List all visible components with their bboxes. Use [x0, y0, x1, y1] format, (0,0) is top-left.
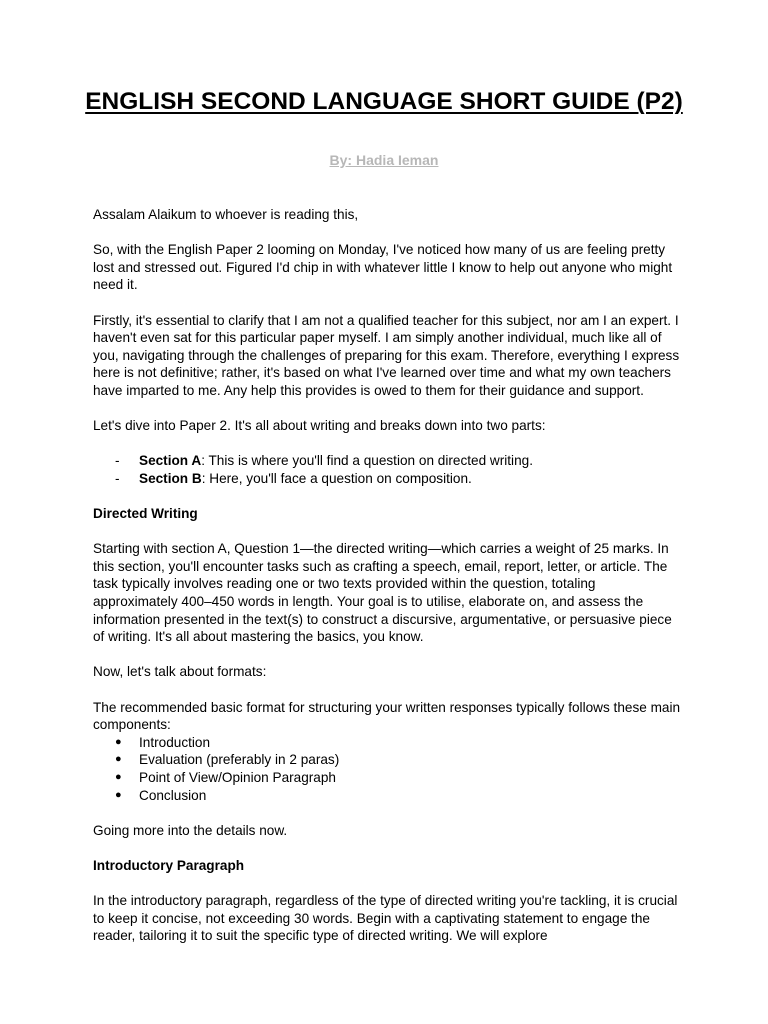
- list-item: [93, 751, 683, 769]
- details-intro: Going more into the details now.: [93, 822, 288, 838]
- bullet-marker: ●: [115, 735, 122, 748]
- section-label: Section B: [139, 470, 202, 486]
- list-item: [93, 452, 683, 470]
- bullet-marker: ●: [115, 753, 122, 766]
- document-body: [93, 206, 683, 945]
- dash-marker: -: [115, 470, 120, 486]
- sections-list: [93, 452, 683, 487]
- directed-writing-paragraph: Starting with section A, Question 1—the directed writing—which carries a weight of 25 marks. In this section, you'll encounter tasks such as crafting a speech, email, report, letter, or article. The task typically involves reading one or two texts provided within the question, totaling approximately 400–450 words in length. Your goal is to utilise, elaborate on, and assess the information presented in the text(s) to construct a discursive, argumentative, or persuasive piece of writing. It's all about mastering the basics, you know.: [93, 541, 672, 645]
- format-description: The recommended basic format for structuring your written responses typically follows these main components:: [93, 699, 681, 733]
- section-description: : Here, you'll face a question on composition.: [201, 470, 472, 486]
- intro-paragraph: So, with the English Paper 2 looming on Monday, I've noticed how many of us are feeling pretty lost and stressed out. Figured I'd chip in with whatever little I know to help out anyone who might need it.: [93, 242, 673, 293]
- author-byline: By: Hadia Ieman: [329, 152, 439, 168]
- section-description: : This is where you'll find a question on directed writing.: [201, 453, 533, 469]
- bullet-marker: ●: [115, 771, 122, 783]
- list-item: [93, 787, 683, 805]
- bullet-marker: ●: [115, 788, 122, 801]
- dash-marker: -: [115, 453, 120, 469]
- list-item: [93, 470, 683, 488]
- list-item: [93, 734, 683, 752]
- greeting-line: Assalam Alaikum to whoever is reading this,: [93, 207, 359, 222]
- list-item: [93, 769, 683, 787]
- paper-intro-paragraph: Let's dive into Paper 2. It's all about writing and breaks down into two parts:: [93, 418, 546, 434]
- format-component-text: Evaluation (preferably in 2 paras): [139, 752, 340, 768]
- introductory-paragraph-text: In the introductory paragraph, regardless of the type of directed writing you're tackling, it is crucial to keep it concise, not exceeding 30 words. Begin with a captivating statement to engage the reader, tailoring it to suit the specific type of directed writing. We will explore: [93, 893, 678, 944]
- format-component-text: Conclusion: [139, 787, 207, 803]
- introductory-paragraph-heading: Introductory Paragraph: [93, 857, 245, 873]
- directed-writing-heading: Directed Writing: [93, 506, 198, 522]
- format-components-list: [93, 734, 683, 804]
- format-component-text: Introduction: [139, 734, 211, 750]
- document-title: ENGLISH SECOND LANGUAGE SHORT GUIDE (P2): [85, 88, 683, 115]
- section-label: Section A: [139, 453, 202, 469]
- formats-intro: Now, let's talk about formats:: [93, 664, 267, 680]
- disclaimer-paragraph: Firstly, it's essential to clarify that I am not a qualified teacher for this subject, nor am I an expert. I haven't even sat for this particular paper myself. I am simply another individual, much like all of you, navigating through the challenges of preparing for this exam. Therefore, everything I express here is not definitive; rather, it's based on what I've learned over time and what my own teachers have imparted to me. Any help this provides is owed to them for their guidance and support.: [93, 312, 680, 398]
- format-component-text: Point of View/Opinion Paragraph: [139, 770, 336, 785]
